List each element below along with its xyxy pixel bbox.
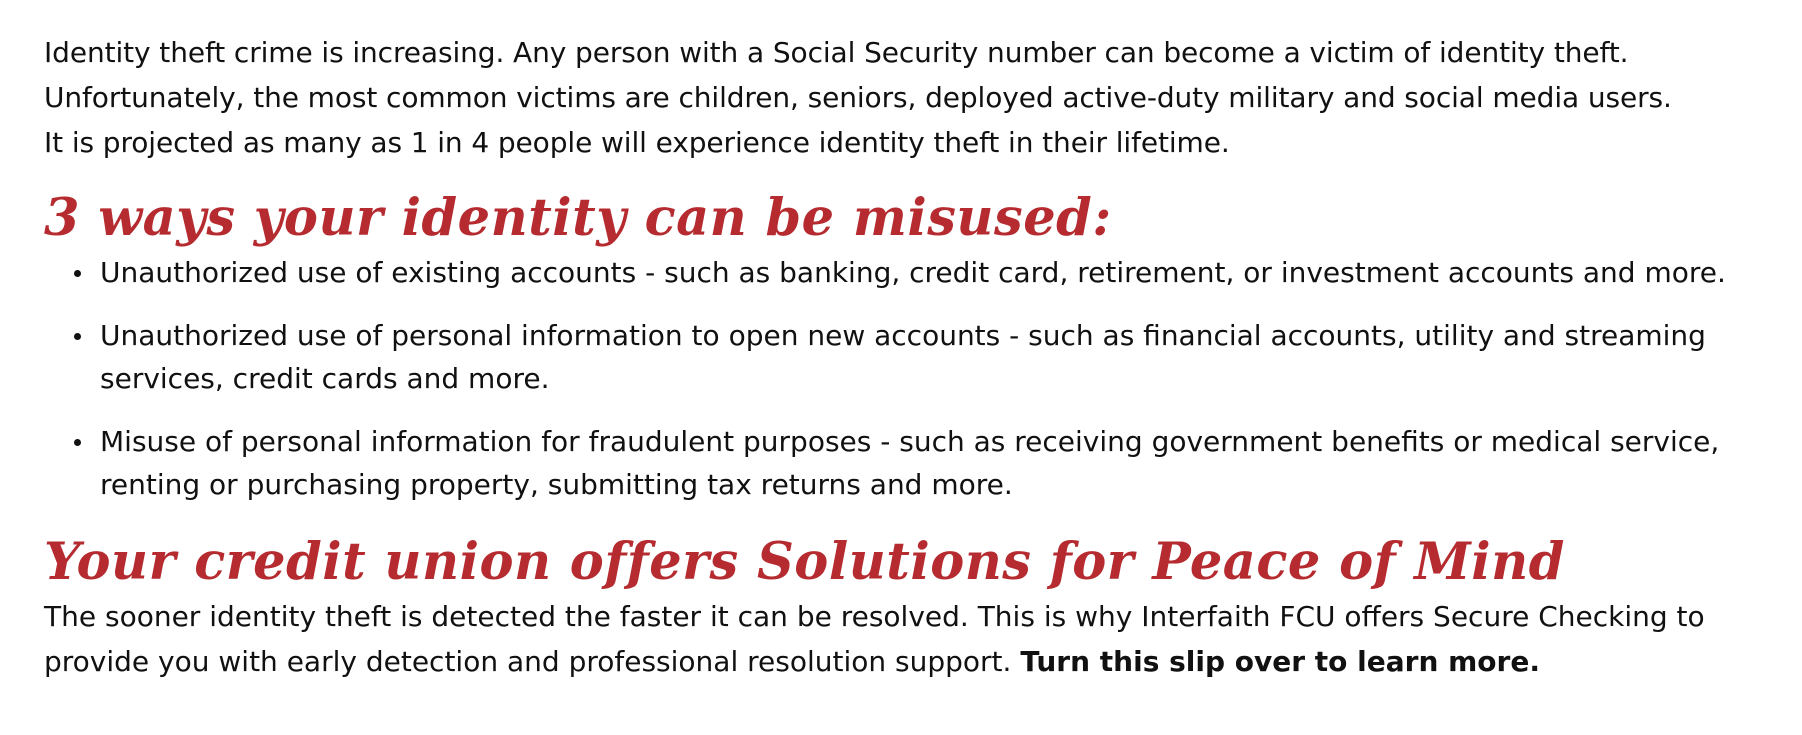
intro-line-2: Unfortunately, the most common victims are children, seniors, deployed active-duty military and social media users. — [44, 81, 1672, 114]
solutions-body-text: The sooner identity theft is detected the faster it can be resolved. This is why Interfaith FCU offers Secure Checking to provide you with early detection and professional resolution support. — [44, 600, 1705, 678]
list-item — [44, 251, 1774, 294]
list-item-text: Unauthorized use of personal information to open new accounts - such as financial accounts, utility and streaming services, credit cards and more. — [100, 319, 1706, 395]
solutions-heading: Your credit union offers Solutions for Peace of Mind — [44, 532, 1565, 592]
bullet-icon — [74, 439, 81, 446]
call-to-action-text: Turn this slip over to learn more. — [1020, 645, 1540, 678]
intro-line-1: Identity theft crime is increasing. Any person with a Social Security number can become a victim of identity theft. — [44, 36, 1629, 69]
ways-list — [44, 251, 1774, 506]
list-item-text: Unauthorized use of existing accounts - such as banking, credit card, retirement, or investment accounts and more. — [100, 256, 1726, 289]
intro-line-3: It is projected as many as 1 in 4 people will experience identity theft in their lifetime. — [44, 126, 1230, 159]
intro-paragraph — [44, 30, 1774, 165]
solutions-paragraph — [44, 594, 1774, 684]
list-item — [44, 420, 1774, 506]
list-item — [44, 314, 1774, 400]
list-item-text: Misuse of personal information for fraudulent purposes - such as receiving government benefits or medical service, renting or purchasing property, submitting tax returns and more. — [100, 425, 1720, 501]
bullet-icon — [74, 270, 81, 277]
ways-heading: 3 ways your identity can be misused: — [44, 188, 1112, 248]
document-page — [44, 30, 1774, 684]
bullet-icon — [74, 333, 81, 340]
